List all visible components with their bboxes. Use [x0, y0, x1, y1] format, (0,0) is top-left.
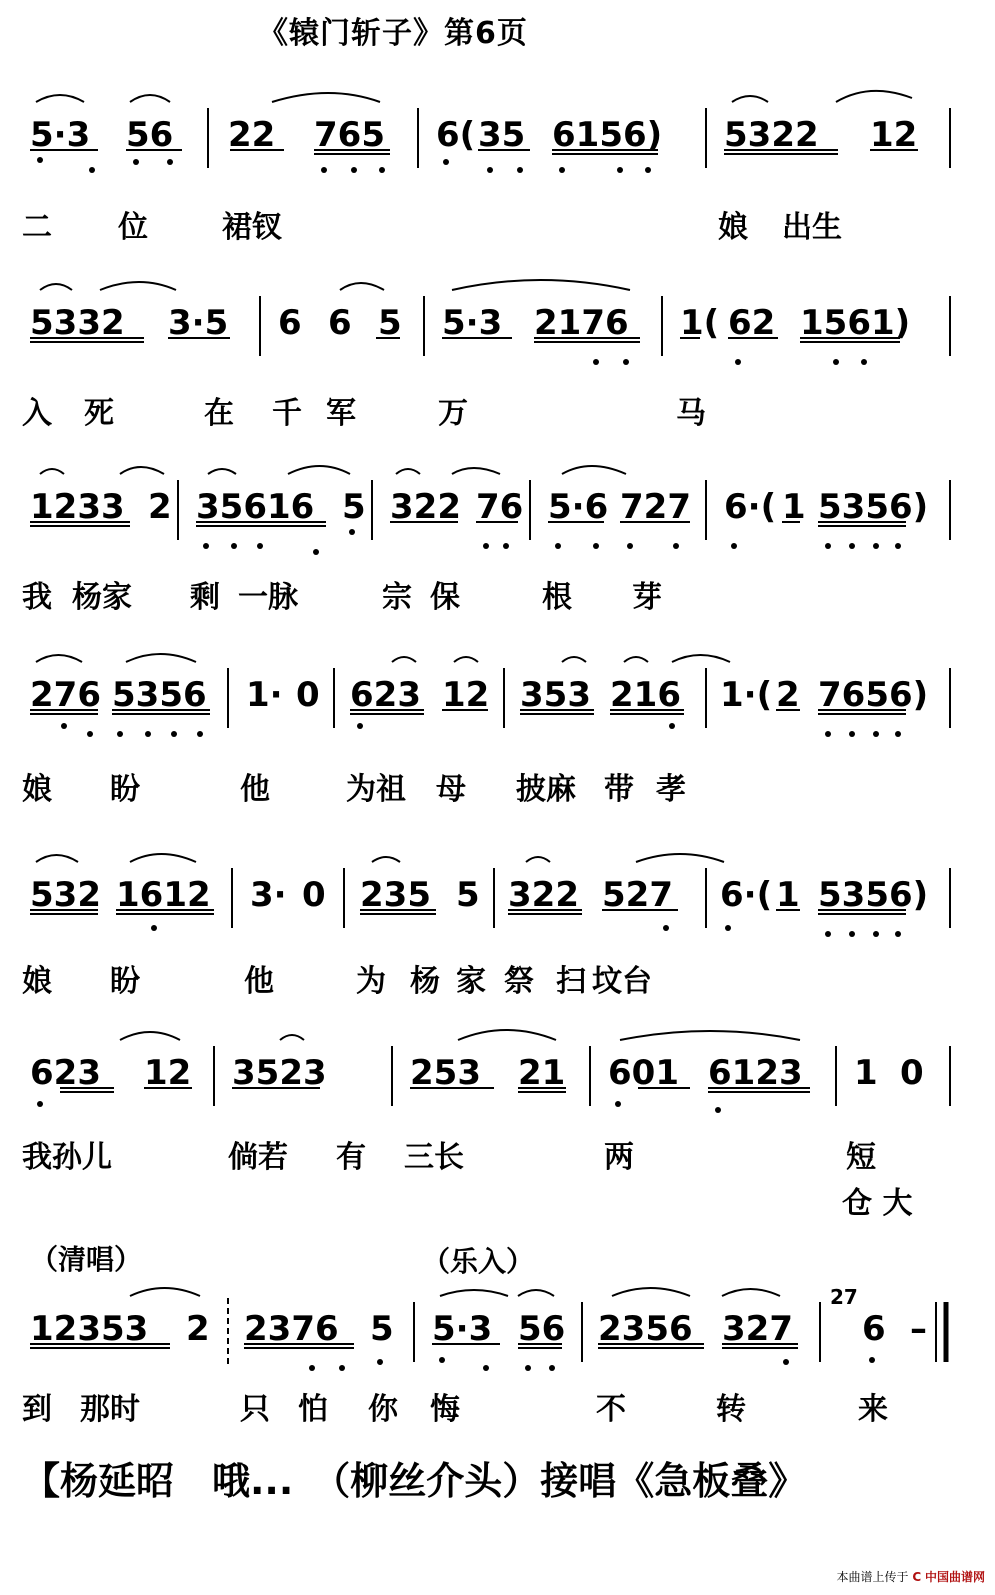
svg-text:1: 1	[776, 875, 800, 915]
svg-text:1233: 1233	[30, 487, 125, 527]
lyric: 母	[436, 772, 466, 807]
svg-text:76: 76	[476, 487, 524, 527]
svg-text:3·5: 3·5	[168, 303, 229, 343]
lyric: 死	[84, 396, 114, 431]
svg-text:35616: 35616	[196, 487, 315, 527]
svg-text:6(: 6(	[436, 115, 476, 155]
svg-text:322: 322	[508, 875, 579, 915]
score-row-1	[0, 80, 995, 250]
lyric: 军	[326, 396, 356, 431]
lyric: 娘	[22, 772, 52, 807]
lyric: 位	[118, 210, 148, 245]
lyric: 坟台	[592, 964, 652, 999]
svg-text:62: 62	[728, 303, 776, 343]
score-row-5	[0, 840, 995, 1010]
svg-text:623: 623	[350, 675, 421, 715]
lyric: 盼	[110, 964, 140, 999]
svg-text:327: 327	[722, 1309, 793, 1349]
svg-text:235: 235	[360, 875, 431, 915]
svg-text:5: 5	[342, 487, 366, 527]
svg-text:7656): 7656)	[818, 675, 929, 715]
lyric: 裙钗	[222, 210, 282, 245]
lyric: 根	[542, 580, 572, 615]
lyric: 不	[596, 1392, 626, 1427]
score-row-7	[0, 1274, 995, 1444]
svg-text:1: 1	[782, 487, 806, 527]
credit-text: 本曲谱上传于	[836, 1570, 909, 1584]
svg-text:35: 35	[478, 115, 526, 155]
lyric: 披麻	[516, 772, 576, 807]
svg-text:6156): 6156)	[552, 115, 663, 155]
score-row-6	[0, 1018, 995, 1221]
staff-row-7	[0, 1274, 995, 1394]
svg-text:0: 0	[302, 875, 326, 915]
svg-text:5: 5	[378, 303, 402, 343]
lyric: 宗	[382, 580, 412, 615]
lyric: 我孙儿	[22, 1140, 112, 1175]
svg-text:22: 22	[228, 115, 276, 155]
svg-text:2: 2	[776, 675, 800, 715]
svg-text:322: 322	[390, 487, 461, 527]
svg-text:6·(: 6·(	[724, 487, 777, 527]
svg-text:216: 216	[610, 675, 681, 715]
music-enters-mark: （乐入）	[422, 1245, 535, 1278]
lyric: 千	[272, 396, 302, 431]
lyric: 怕	[298, 1392, 328, 1427]
svg-text:1·(: 1·(	[720, 675, 773, 715]
svg-text:2356: 2356	[598, 1309, 693, 1349]
svg-text:2: 2	[186, 1309, 210, 1349]
svg-text:3·: 3·	[250, 875, 287, 915]
svg-text:765: 765	[314, 115, 385, 155]
lyric: 到	[22, 1392, 52, 1427]
svg-text:5·3: 5·3	[432, 1309, 493, 1349]
svg-text:6: 6	[278, 303, 302, 343]
lyric: 保	[430, 580, 460, 615]
svg-text:1561): 1561)	[800, 303, 911, 343]
lyric: 芽	[632, 580, 662, 615]
lyric: 在	[204, 396, 234, 431]
lyric: 马	[676, 396, 706, 431]
svg-text:353: 353	[520, 675, 591, 715]
site-logo-icon: C	[912, 1570, 922, 1584]
svg-text:2176: 2176	[534, 303, 629, 343]
stage-direction: 【杨延昭 哦... （柳丝介头）接唱《急板叠》	[22, 1459, 807, 1503]
svg-text:532: 532	[30, 875, 101, 915]
site-brand[interactable]: 中国曲谱网	[924, 1570, 985, 1584]
lyric: 孝	[656, 772, 686, 807]
svg-text:12: 12	[870, 115, 918, 155]
svg-text:27: 27	[830, 1285, 858, 1309]
lyric: 入	[22, 396, 52, 431]
svg-text:727: 727	[620, 487, 691, 527]
lyric: 一脉	[238, 580, 298, 615]
upload-credit	[837, 1568, 986, 1585]
percussion-cue: 仓 大	[842, 1186, 913, 1221]
svg-text:1·: 1·	[246, 675, 283, 715]
lyric: 家	[456, 964, 486, 999]
lyric: 娘	[718, 210, 748, 245]
svg-text:1(: 1(	[680, 303, 720, 343]
staff-row-2	[0, 268, 995, 388]
svg-text:56: 56	[126, 115, 174, 155]
svg-text:0: 0	[296, 675, 320, 715]
lyric: 我	[22, 580, 52, 615]
svg-text:5·6: 5·6	[548, 487, 609, 527]
page-title: 《辕门斩子》第6页	[258, 16, 528, 51]
staff-row-4	[0, 640, 995, 760]
svg-text:5332: 5332	[30, 303, 125, 343]
svg-text:12: 12	[144, 1053, 192, 1093]
lyric: 他	[244, 964, 274, 999]
svg-text:21: 21	[518, 1053, 566, 1093]
a-cappella-mark: （清唱）	[30, 1243, 143, 1276]
svg-text:601: 601	[608, 1053, 679, 1093]
lyric: 剩	[190, 580, 220, 615]
svg-text:276: 276	[30, 675, 101, 715]
svg-text:6·(: 6·(	[720, 875, 773, 915]
lyric: 二	[22, 210, 52, 245]
svg-text:623: 623	[30, 1053, 101, 1093]
svg-text:3523: 3523	[232, 1053, 327, 1093]
lyric: 两	[604, 1140, 634, 1175]
svg-text:5: 5	[370, 1309, 394, 1349]
svg-text:–: –	[910, 1309, 927, 1349]
svg-text:5356): 5356)	[818, 487, 929, 527]
staff-row-5	[0, 840, 995, 960]
staff-row-3	[0, 452, 995, 572]
staff-row-1	[0, 80, 995, 200]
svg-text:5: 5	[456, 875, 480, 915]
svg-text:5322: 5322	[724, 115, 819, 155]
svg-text:253: 253	[410, 1053, 481, 1093]
svg-text:1612: 1612	[116, 875, 211, 915]
svg-text:527: 527	[602, 875, 673, 915]
svg-text:0: 0	[900, 1053, 924, 1093]
lyric: 倘若	[228, 1140, 288, 1175]
lyric: 盼	[110, 772, 140, 807]
lyric: 来	[858, 1392, 888, 1427]
lyric: 有	[336, 1140, 366, 1175]
lyric: 为祖	[346, 772, 406, 807]
lyric: 出生	[782, 210, 842, 245]
svg-text:5·3: 5·3	[442, 303, 503, 343]
lyric: 那时	[80, 1392, 140, 1427]
lyric: 短	[846, 1140, 876, 1175]
lyric: 为	[356, 964, 386, 999]
svg-text:2: 2	[148, 487, 172, 527]
lyric: 转	[716, 1392, 746, 1427]
svg-text:5·3: 5·3	[30, 115, 91, 155]
svg-text:56: 56	[518, 1309, 566, 1349]
svg-text:12: 12	[442, 675, 490, 715]
svg-text:6: 6	[328, 303, 352, 343]
svg-text:5356: 5356	[112, 675, 207, 715]
lyric: 扫	[556, 964, 586, 999]
lyric: 你	[368, 1392, 398, 1427]
lyric: 杨	[410, 964, 440, 999]
lyric: 带	[604, 772, 634, 807]
svg-text:5356): 5356)	[818, 875, 929, 915]
score-row-4	[0, 640, 995, 810]
svg-text:12353: 12353	[30, 1309, 149, 1349]
staff-row-6	[0, 1018, 995, 1138]
lyric: 娘	[22, 964, 52, 999]
svg-text:2376: 2376	[244, 1309, 339, 1349]
lyric: 祭	[504, 964, 534, 999]
lyric: 悔	[430, 1392, 460, 1427]
score-row-3	[0, 452, 995, 622]
lyric: 他	[240, 772, 270, 807]
score-row-2	[0, 268, 995, 438]
lyric: 三长	[404, 1140, 464, 1175]
svg-text:6: 6	[862, 1309, 886, 1349]
lyric: 只	[240, 1392, 270, 1427]
svg-text:6123: 6123	[708, 1053, 803, 1093]
lyric: 万	[438, 396, 468, 431]
svg-text:1: 1	[854, 1053, 878, 1093]
lyric: 杨家	[72, 580, 132, 615]
